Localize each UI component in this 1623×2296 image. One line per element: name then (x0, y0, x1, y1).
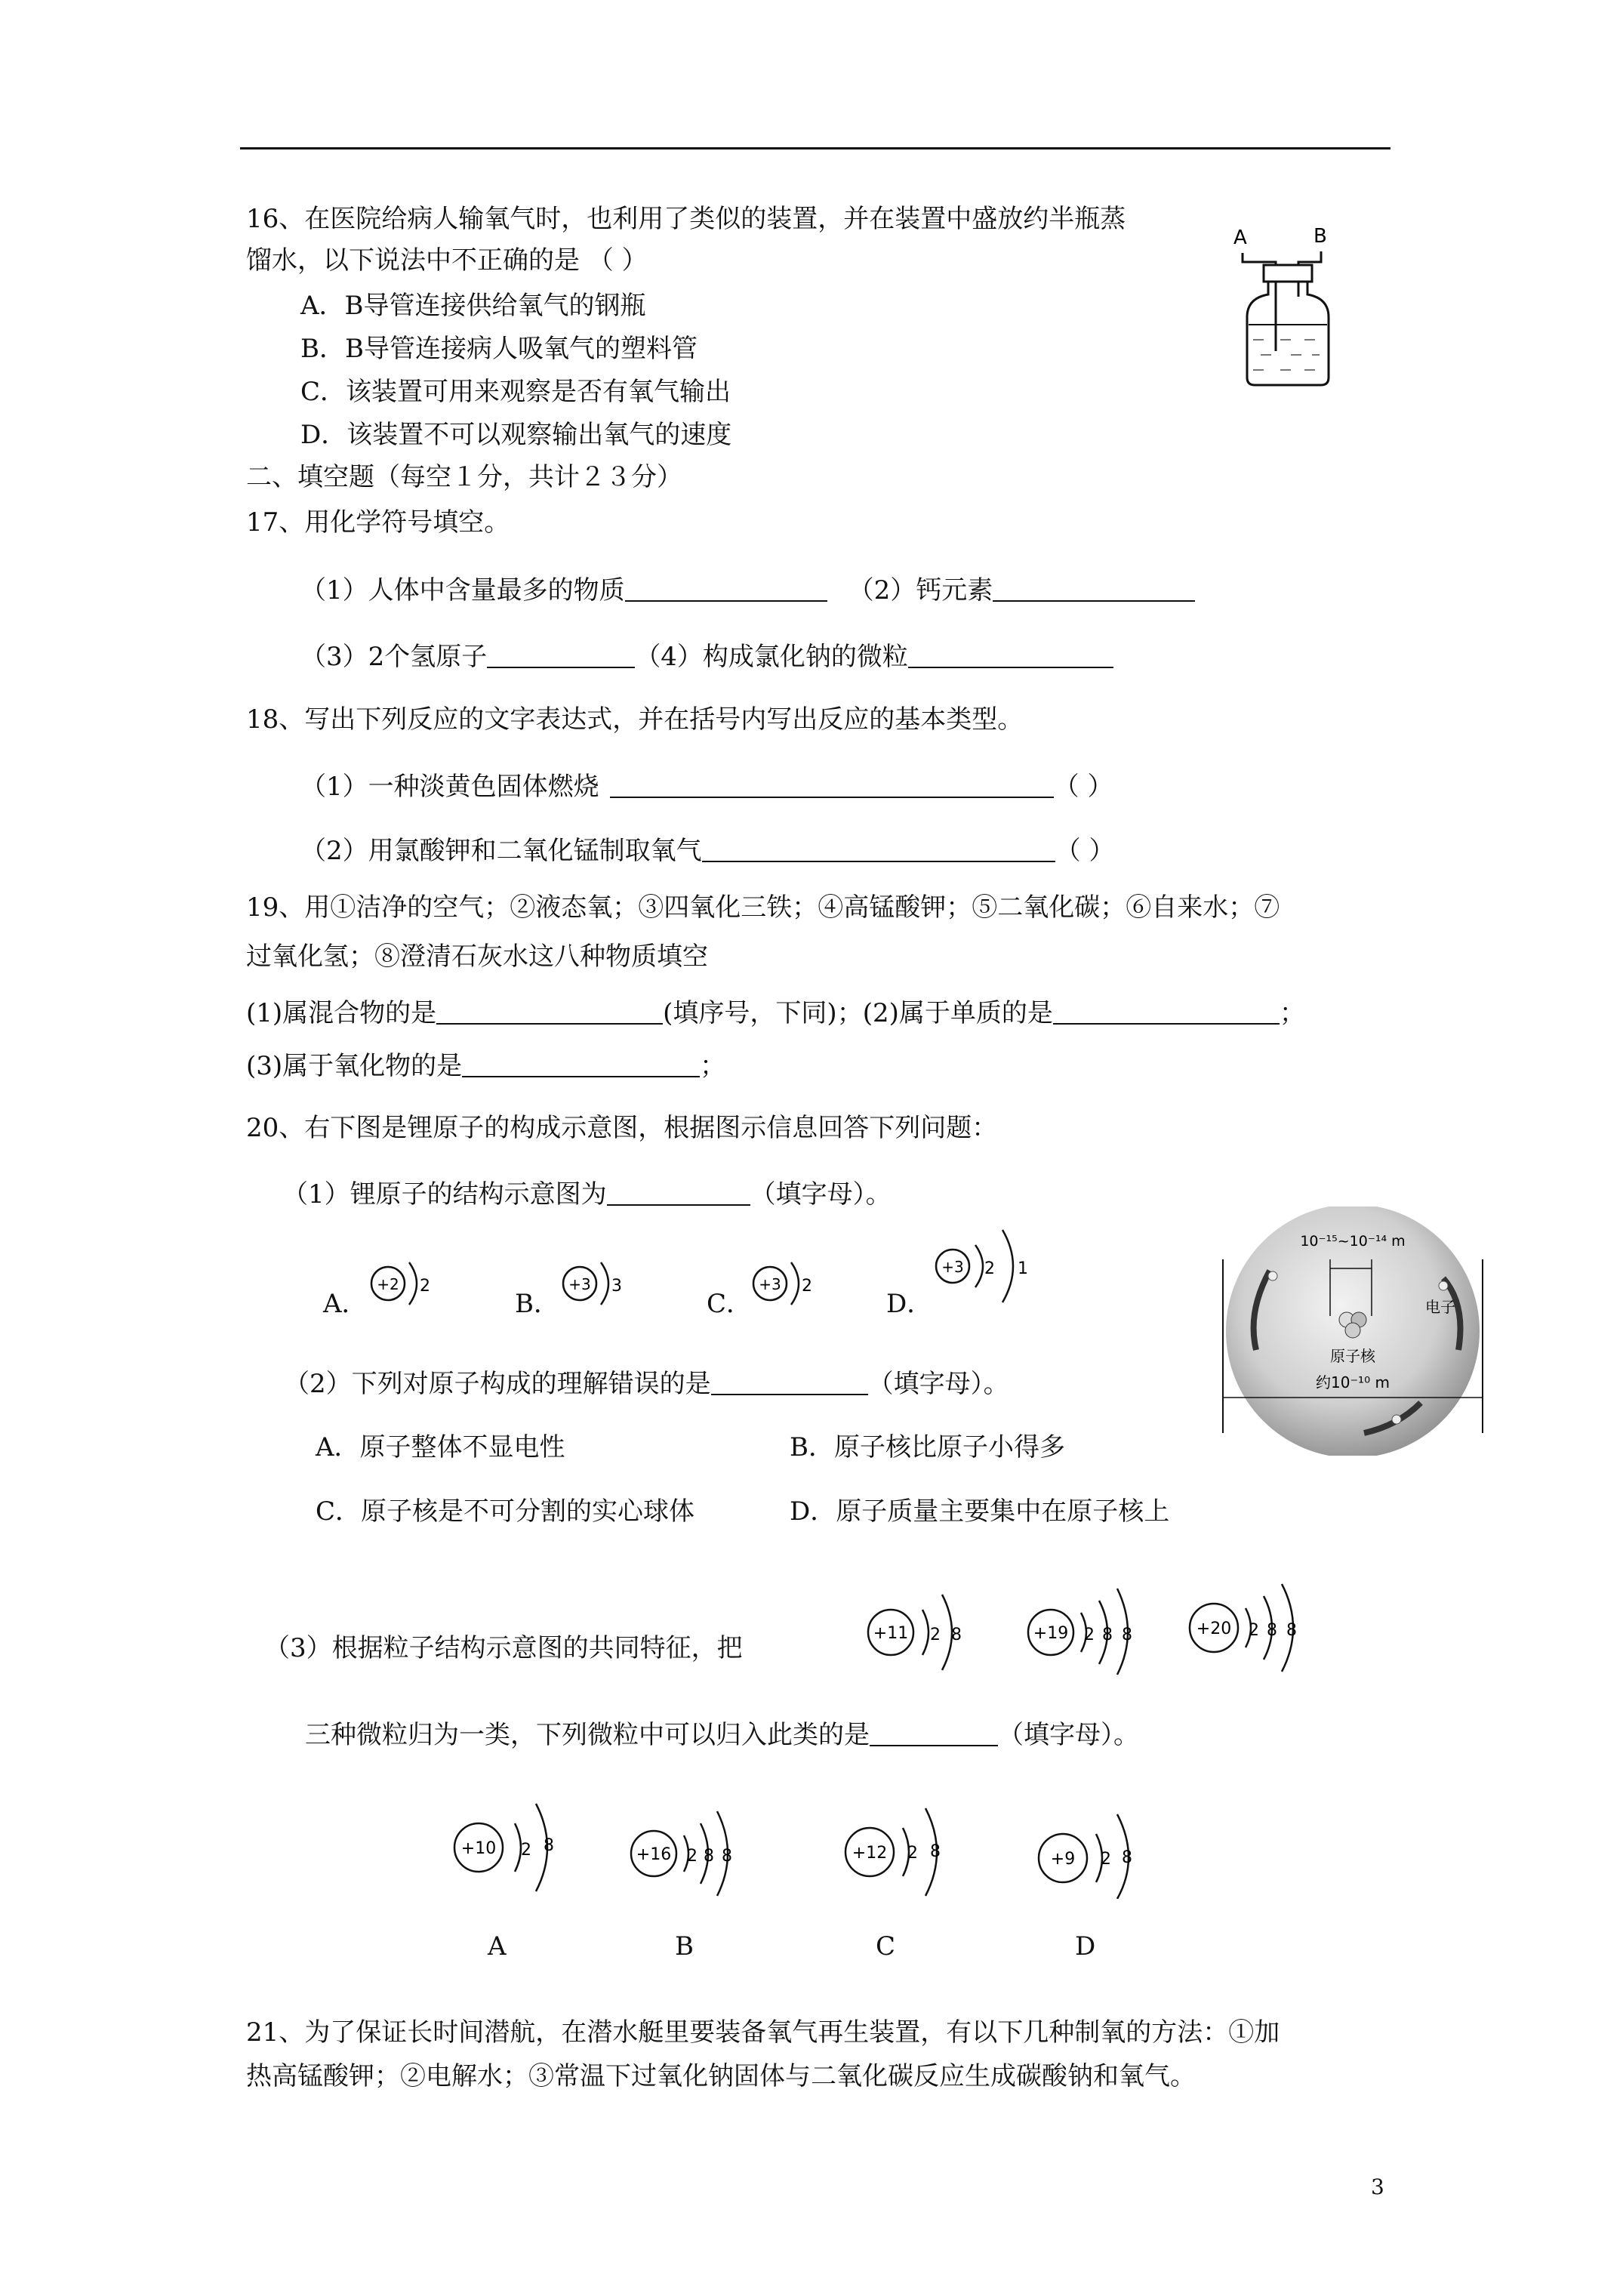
candidate-c (845, 1808, 941, 1896)
q20-p2a: （2）下列对原子构成的理解错误的是 (284, 1369, 711, 1399)
shell-count-1: 2 (984, 1259, 995, 1278)
gas-washing-bottle-figure (1230, 223, 1344, 393)
q17-stem: 17、用化学符号填空。 (246, 507, 510, 538)
q20-p2-option-c: C．原子核是不可分割的实心球体 (316, 1496, 695, 1527)
shell-count: 8 (930, 1842, 941, 1861)
shell-count: 2 (930, 1626, 941, 1644)
q19-line4 (246, 1051, 725, 1081)
q18-blank2[interactable] (702, 838, 1055, 862)
q20-p3-candidate-diagrams (438, 1793, 1178, 1899)
candidate-letter-d: D (1075, 1931, 1096, 1962)
q17-blank1[interactable] (625, 578, 827, 602)
shell-count: 2 (1249, 1621, 1259, 1640)
shell-count: 8 (1122, 1848, 1132, 1867)
q19-line3 (246, 998, 1305, 1028)
q20-p1-letter-c: C． (707, 1289, 753, 1319)
q20-p3-line2b: （填字母）。 (998, 1720, 1139, 1750)
candidate-letter-c: C (876, 1931, 896, 1962)
shell-count: 2 (420, 1277, 430, 1296)
q20-p3-line2a: 三种微粒归为一类，下列微粒中可以归入此类的是 (305, 1720, 870, 1750)
q17-p3: （3）2个氢原子 (300, 642, 488, 672)
atom-size-label-top: 10⁻¹⁵~10⁻¹⁴ m (1300, 1233, 1406, 1250)
lithium-atom-figure (1217, 1207, 1489, 1456)
candidate-letter-b: B (675, 1931, 694, 1962)
group-particle-2 (1028, 1589, 1132, 1675)
q18-p2: （2）用氯酸钾和二氧化锰制取氧气 (300, 836, 702, 866)
shell-count: 3 (611, 1277, 622, 1296)
nucleus-label: +10 (460, 1839, 497, 1858)
q20-p1a: （1）锂原子的结构示意图为 (282, 1179, 607, 1210)
q20-p1b: （填字母）。 (750, 1179, 892, 1210)
atom-electron-label: 电子 (1425, 1298, 1455, 1316)
q17-p4: （4）构成氯化钠的微粒 (635, 642, 908, 672)
q16-line1: 16、在医院给病人输氧气时，也利用了类似的装置，并在装置中盛放约半瓶蒸 (246, 204, 1126, 234)
bottle-label-b: B (1313, 225, 1327, 248)
group-particle-1 (868, 1595, 962, 1670)
shell-count: 8 (1267, 1621, 1277, 1640)
header-rule (240, 147, 1390, 149)
q20-p1-diagram-d (925, 1219, 1054, 1318)
q19-l3a: (1)属混合物的是 (246, 998, 437, 1028)
q18-row2 (300, 836, 1114, 866)
q18-blank1[interactable] (610, 774, 1054, 798)
q17-row1 (300, 575, 1195, 606)
shell-count: 2 (802, 1277, 812, 1296)
nucleus-label: +3 (568, 1275, 591, 1293)
nucleus-label: +16 (636, 1845, 672, 1864)
q16-option-a: A．B导管连接供给氧气的钢瓶 (300, 291, 646, 321)
q21-line2: 热高锰酸钾；②电解水；③常温下过氧化钠固体与二氧化碳反应生成碳酸钠和氧气。 (246, 2061, 1196, 2091)
q17-p2: （2）钙元素 (848, 575, 993, 606)
q19-line2: 过氧化氢；⑧澄清石灰水这八种物质填空 (246, 942, 708, 972)
q17-blank3[interactable] (487, 644, 635, 668)
q17-blank2[interactable] (993, 578, 1195, 602)
nucleus-label: +20 (1196, 1620, 1232, 1638)
candidate-a (454, 1804, 554, 1891)
q19-blank1[interactable] (436, 1000, 663, 1025)
q18-row1 (300, 772, 1113, 802)
q18-paren2[interactable]: （ ） (1055, 836, 1115, 866)
shell-count: 8 (1102, 1626, 1113, 1644)
shell-count: 2 (1101, 1850, 1111, 1869)
q21-line1: 21、为了保证长时间潜航，在潜水艇里要装备氧气再生装置，有以下几种制氧的方法：①加 (246, 2017, 1280, 2048)
shell-count: 8 (951, 1626, 962, 1644)
shell-count: 2 (1084, 1626, 1095, 1644)
q19-blank2[interactable] (1053, 1000, 1280, 1025)
shell-count: 8 (704, 1847, 714, 1866)
q17-row2 (300, 642, 1113, 672)
nucleus-label: +3 (941, 1258, 964, 1276)
q20-stem: 20、右下图是锂原子的构成示意图，根据图示信息回答下列问题： (246, 1113, 998, 1143)
q19-l3b: (填序号，下同)；(2)属于单质的是 (663, 998, 1053, 1028)
candidate-d (1039, 1814, 1132, 1899)
q16-option-d: D．该装置不可以观察输出氧气的速度 (300, 420, 732, 450)
nucleus-label: +9 (1050, 1850, 1076, 1869)
q16-option-b: B．B导管连接病人吸氧气的塑料管 (300, 334, 698, 364)
bottle-label-a: A (1233, 227, 1247, 249)
q17-p1: （1）人体中含量最多的物质 (300, 575, 625, 606)
q17-blank4[interactable] (908, 644, 1113, 668)
candidate-letter-a: A (488, 1931, 507, 1962)
q20-p1-letter-b: B． (515, 1289, 559, 1319)
shell-count: 2 (687, 1847, 698, 1866)
q20-p1-letter-d: D． (886, 1289, 933, 1319)
shell-count-2: 1 (1018, 1259, 1028, 1278)
q20-p3-group-diagrams (859, 1578, 1327, 1676)
shell-count: 8 (1286, 1621, 1297, 1640)
q20-p1-diagram-a (362, 1246, 453, 1321)
q18-p1: （1）一种淡黄色固体燃烧 (300, 772, 599, 802)
q16-option-c: C．该装置可用来观察是否有氧气输出 (300, 377, 731, 407)
q18-paren1[interactable]: （ ） (1053, 772, 1113, 802)
q20-p2-option-a: A．原子整体不显电性 (316, 1432, 565, 1462)
q20-p2-option-b: B．原子核比原子小得多 (790, 1432, 1065, 1462)
q20-p3-line2 (305, 1720, 1139, 1750)
q16-line2: 馏水，以下说法中不正确的是 （ ） (246, 245, 648, 276)
q20-blank2[interactable] (711, 1371, 868, 1395)
q18-stem: 18、写出下列反应的文字表达式，并在括号内写出反应的基本类型。 (246, 704, 1024, 735)
nucleus-label: +12 (852, 1844, 888, 1863)
shell-count: 8 (544, 1836, 554, 1855)
q20-p1-diagram-b (554, 1246, 645, 1321)
nucleus-label: +2 (377, 1275, 399, 1293)
shell-count: 8 (722, 1847, 732, 1866)
q20-p3-line1: （3）根据粒子结构示意图的共同特征，把 (264, 1633, 743, 1663)
atom-size-label-bottom: 约10⁻¹⁰ m (1316, 1373, 1390, 1391)
q19-l3c: ； (1279, 998, 1305, 1028)
q20-p2-option-d: D．原子质量主要集中在原子核上 (790, 1496, 1170, 1527)
q19-l4b: ； (700, 1051, 726, 1081)
q20-p2-row (284, 1369, 1009, 1399)
q19-l4a: (3)属于氧化物的是 (246, 1051, 463, 1081)
nucleus-label: +3 (759, 1275, 781, 1293)
shell-count: 2 (907, 1844, 918, 1863)
q20-blank1[interactable] (607, 1182, 750, 1206)
candidate-b (631, 1811, 732, 1896)
group-particle-3 (1190, 1584, 1297, 1672)
q20-p2b: （填字母）。 (867, 1369, 1009, 1399)
q20-p1-diagram-c (744, 1246, 835, 1321)
q20-p1-letter-a: A． (323, 1289, 368, 1319)
shell-count: 8 (1122, 1626, 1132, 1644)
q19-line1: 19、用①洁净的空气；②液态氧；③四氧化三铁；④高锰酸钾；⑤二氧化碳；⑥自来水；⑦ (246, 892, 1280, 923)
section-2-title: 二、填空题（每空１分，共计２３分） (246, 462, 682, 492)
q20-blank3[interactable] (870, 1722, 998, 1746)
nucleus-label: +19 (1033, 1624, 1069, 1643)
atom-nucleus-label: 原子核 (1330, 1347, 1375, 1365)
nucleus-label: +11 (873, 1624, 909, 1643)
shell-count: 2 (521, 1841, 531, 1860)
q19-blank3[interactable] (462, 1053, 700, 1077)
page-number: 3 (1371, 2174, 1384, 2199)
q20-p1-row (282, 1179, 892, 1210)
